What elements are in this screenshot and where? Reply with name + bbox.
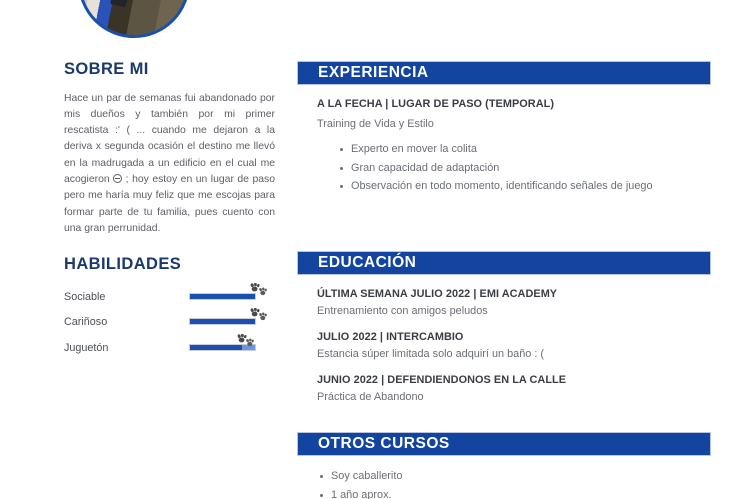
skill-bar-track	[189, 293, 256, 300]
education-entry-subtitle: Entrenamiento con amigos peludos	[317, 305, 488, 318]
education-entry-title: JUNIO 2022 | DEFENDIENDONOS EN LA CALLE	[317, 374, 567, 387]
education-entries	[297, 288, 711, 404]
skill-bar-track	[189, 344, 256, 351]
about-section	[64, 61, 275, 237]
profile-photo-image	[81, 0, 187, 35]
education-entry-title: JULIO 2022 | INTERCAMBIO	[317, 331, 464, 344]
education-section	[297, 251, 711, 404]
skill-row	[64, 287, 275, 313]
education-section-bar	[297, 251, 711, 275]
education-entry-subtitle: Práctica de Abandono	[317, 391, 424, 404]
education-entry-subtitle: Estancia súper limitada solo adquirí un baño : (	[317, 348, 545, 361]
skill-bar-fill	[190, 294, 255, 299]
skill-label: Juguetón	[64, 341, 109, 354]
education-entry	[317, 288, 711, 318]
list-item: Soy caballerito	[331, 467, 711, 486]
skills-list	[64, 287, 275, 364]
list-item: Experto en mover la colita	[351, 140, 711, 159]
experience-entry-title: A LA FECHA | LUGAR DE PASO (TEMPORAL)	[317, 98, 555, 110]
experience-heading: EXPERIENCIA	[318, 64, 429, 82]
skill-bar-track	[189, 318, 256, 325]
education-entry	[317, 331, 711, 361]
list-item: Observación en todo momento, identificando señales de juego	[351, 177, 711, 196]
paw-print-icon	[235, 334, 255, 348]
about-text	[64, 91, 275, 238]
skill-row	[64, 338, 275, 364]
paw-print-icon	[248, 308, 268, 322]
list-item: 1 año aprox.	[331, 486, 711, 499]
profile-photo	[78, 0, 190, 38]
experience-section	[297, 61, 711, 196]
experience-section-bar	[297, 61, 711, 85]
experience-bullet-list	[317, 140, 711, 196]
list-item: Gran capacidad de adaptación	[351, 159, 711, 178]
about-text-part-2: ; hoy estoy en un lugar de paso pero me haría muy feliz que me escojas para formar parte de tu familia, pues cuento con una gran perrunidad.	[64, 173, 276, 234]
education-heading: EDUCACIÓN	[318, 254, 417, 272]
about-text-part-1: Hace un par de semanas fui abandonado por mis dueños y también por mi primer rescatista :' ( ... cuando me dejaron a la deriva x segunda ocasión el destino me llevó en la madrugada a un edificio en el cual me acogieron	[64, 92, 275, 185]
skill-bar-fill	[190, 319, 255, 324]
experience-entry	[317, 98, 711, 196]
skills-heading: HABILIDADES	[64, 255, 182, 273]
experience-entries	[297, 98, 711, 196]
about-heading: SOBRE MI	[64, 60, 149, 78]
skill-label: Cariñoso	[64, 316, 108, 328]
other-courses-heading: OTROS CURSOS	[318, 435, 450, 453]
other-courses-section-bar	[297, 432, 711, 456]
neutral-face-emoji-icon	[113, 174, 122, 183]
paw-print-icon	[248, 283, 268, 297]
education-entry-title: ÚLTIMA SEMANA JULIO 2022 | EMI ACADEMY	[317, 288, 558, 300]
education-entry	[317, 374, 711, 404]
other-courses-section	[297, 432, 711, 499]
experience-entry-subtitle: Training de Vida y Estilo	[317, 118, 434, 131]
other-courses-bullet-list	[297, 467, 711, 499]
skills-section	[64, 256, 275, 363]
skill-label: Sociable	[64, 290, 106, 303]
